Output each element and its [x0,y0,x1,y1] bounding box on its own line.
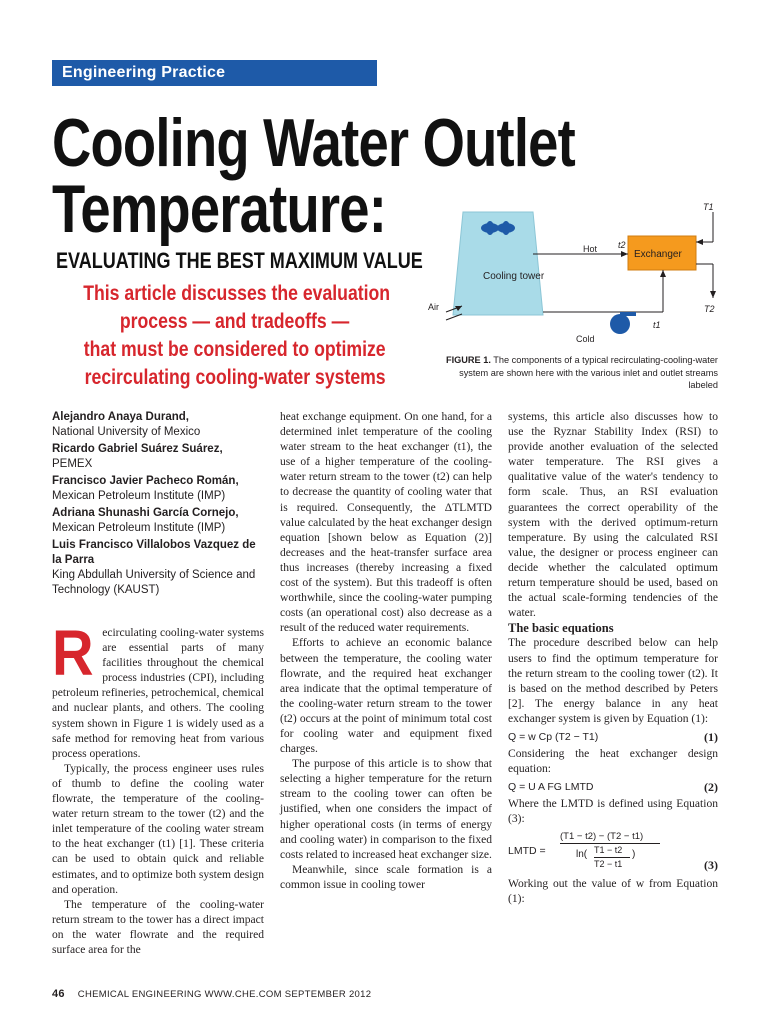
equation-2: Q = U A FG LMTD (2) [508,780,718,795]
fan-icon [486,221,494,235]
equation-1: Q = w Cp (T2 − T1) (1) [508,729,718,744]
author-affiliation: Mexican Petroleum Institute (IMP) [52,522,226,534]
arrow-icon [621,251,628,257]
deck-line: that must be considered to optimize [84,338,386,361]
author-list [52,410,264,600]
article-subtitle: EVALUATING THE BEST MAXIMUM VALUE [56,248,423,273]
author-name: Alejandro Anaya Durand, [52,411,189,423]
cold-label: Cold [576,334,595,344]
arrow-icon [696,239,703,245]
body-paragraph: Recirculating cooling-water systems are essential parts of many facilities throughout the chemical process industries (CPI), including petroleum refineries, petrochemical, chemical and nuclear plants, and others. The cooling system shown in Figure 1 is widely used as a safe method for removing heat from various process operations. [52,617,264,760]
t2-upper-label: T2 [704,304,715,314]
caption-label: FIGURE 1. [445,355,491,365]
equation-3: LMTD = (T1 − t2) − (T2 − t1) ln( T1 − t2 T2 − t1 ) (3) [508,831,718,873]
article-title-line2: Temperature: [52,171,387,247]
body-paragraph: Meanwhile, since scale formation is a common issue in cooling tower [280,863,492,891]
deck-line: This article discusses the evaluation [83,282,391,305]
body-paragraph: Typically, the process engineer uses rules of thumb to define the cooling water flowrate, the temperature of the cooling-water return stream to the tower (t2) and the inlet temperature of the cooling water stream to the heat exchanger (t1) [1]. These criteria can be used to obtain quick and reliable estimates, and to optimize both system design and operation. [52,762,264,896]
equation-number: (2) [704,780,718,795]
footer-text: CHEMICAL ENGINEERING WWW.CHE.COM SEPTEMBER 2012 [77,989,372,1000]
body-column-2 [280,410,492,893]
caption-text: The components of a typical recirculating-cooling-water system are shown here with the various inlet and outlet streams labeled [459,355,718,390]
figure-caption [430,354,718,392]
hot-label: Hot [583,244,598,254]
arrow-icon [710,291,716,298]
body-paragraph: The purpose of this article is to show that selecting a higher temperature for the return stream to the cooling tower can often be justified, when one considers the impact of higher operational costs (in terms of energy and cooling water) in comparison to the fixed costs related to increased heat exchanger size. [280,758,492,861]
author-affiliation: National University of Mexico [52,426,201,438]
deck-line: process — and tradeoffs — [120,310,350,333]
article-deck [54,280,416,392]
body-paragraph: Considering the heat exchanger design equation: [508,747,718,776]
figure-cooling-system [428,200,758,350]
body-paragraph: Where the LMTD is defined using Equation (3): [508,798,718,826]
section-banner: Engineering Practice [52,60,377,86]
tower-label: Cooling tower [483,271,545,282]
page-footer [52,988,371,1000]
air-label: Air [428,302,439,312]
body-paragraph: The temperature of the cooling-water return stream to the tower has a direct impact on the water flowrate and the required surface area for the [52,898,264,956]
drop-cap: R [52,617,94,689]
t2-lower-label: t2 [618,240,626,250]
body-paragraph: heat exchange equipment. On one hand, for a determined inlet temperature of the cooling water stream to the heat exchanger (t1), the use of a higher temperature of the cooling-water return stream to the tower (t2) can help to decrease the quantity of cooling water that is required. Consequently, the ΔTLMTD value calculated by the heat exchanger design equation [shown below as Equation (2)] decreases and the heat-transfer surface area thus increases (thereby increasing a fixed cost of the system). But this tradeoff is often worthwhile, since the cooling-water pumping costs (an operational cost) also decrease as a result of the reduced water requirements. [280,411,492,635]
section-heading: The basic equations [508,621,614,636]
author-affiliation: PEMEX [52,458,93,470]
t1-upper-label: T1 [703,202,714,212]
body-paragraph: systems, this article also discusses how to use the Ryznar Stability Index (RSI) to provide another evaluation of the selected water temperature. The RSI gives a qualitative value of the water's tendency to form scale. Thus, an RSI evaluation guarantees the correct operability of the system with the derived optimum-return temperature. By using the calculated RSI value, the designer or process engineer can decide whether the calculated optimum return temperature should be used, based on the actual scale-forming tendencies of the water. [508,411,718,620]
body-paragraph: The procedure described below can help users to find the optimum temperature for the return stream to the cooling tower (t2). It is based on the method described by Peters [2]. The energy balance in any heat exchanger system is given by Equation (1): [508,637,718,725]
author-affiliation: King Abdullah University of Science and Technology (KAUST) [52,569,256,596]
arrow-icon [660,270,666,277]
deck-line: recirculating cooling-water systems [84,366,386,389]
author-name: Adriana Shunashi García Cornejo, [52,507,239,519]
fan-icon [502,221,510,235]
exchanger-label: Exchanger [634,249,682,260]
author-name: Francisco Javier Pacheco Román, [52,475,239,487]
author-affiliation: Mexican Petroleum Institute (IMP) [52,490,226,502]
equation-number: (3) [704,858,718,873]
body-paragraph: Efforts to achieve an economic balance between the temperature, the cooling water flowrate, and the required heat exchanger area indicate that the optimal temperature of the cooling-water return stream to the tower (t2) occurs at the point of minimum total cost for cooling water and equipment fixed charges. [280,637,492,756]
page-number: 46 [52,988,65,1000]
t1-lower-label: t1 [653,320,661,330]
body-paragraph: Working out the value of w from Equation (1): [508,878,718,906]
author-name: Luis Francisco Villalobos Vazquez de la Parra [52,539,256,566]
pump-icon [610,314,630,334]
body-column-3 [508,410,718,908]
equation-number: (1) [704,729,718,744]
body-column-1 [52,617,264,958]
author-name: Ricardo Gabriel Suárez Suárez, [52,443,223,455]
article-title-line1: Cooling Water Outlet [52,105,575,181]
